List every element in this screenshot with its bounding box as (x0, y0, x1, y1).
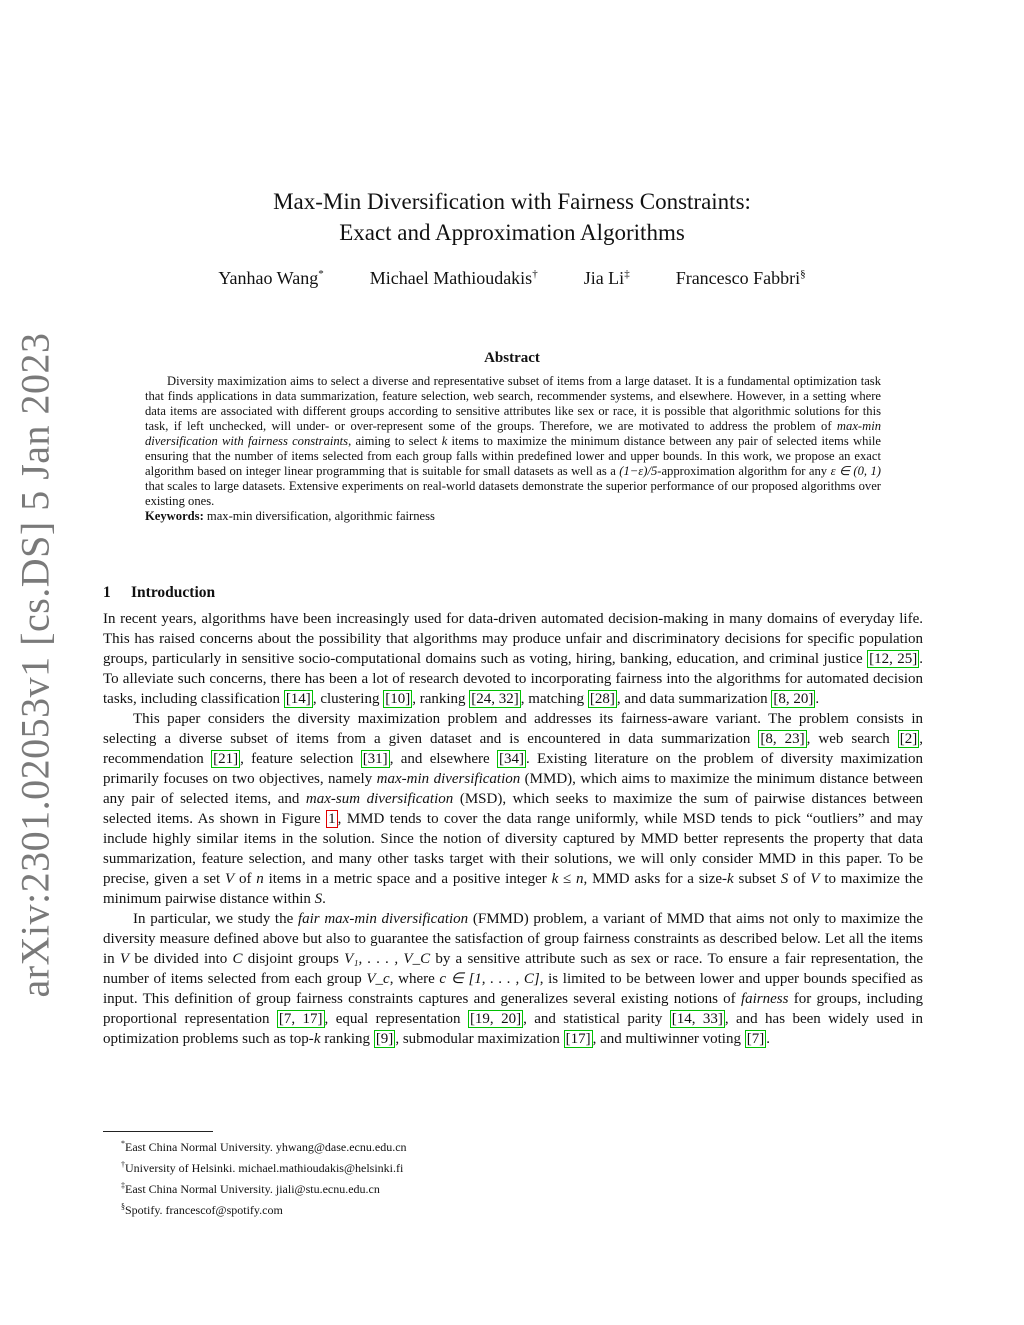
citation-link[interactable]: [7] (746, 1031, 765, 1047)
citation-link[interactable]: [8, 20] (773, 691, 814, 707)
citation-link[interactable]: [9] (375, 1031, 394, 1047)
section-heading-introduction: 1 Introduction (103, 584, 216, 601)
citation-link[interactable]: [21] (213, 751, 239, 767)
footnote: ‡East China Normal University. jiali@stu.ecnu.edu.cn (121, 1181, 380, 1196)
citation-link[interactable]: [10] (385, 691, 411, 707)
citation-link[interactable]: [7, 17] (278, 1011, 323, 1027)
citation-link[interactable]: [19, 20] (469, 1011, 522, 1027)
figure-reference-link[interactable]: 1 (328, 811, 336, 827)
keywords-line: Keywords: max-min diversification, algorithmic fairness (145, 509, 435, 523)
citation-link[interactable]: [8, 23] (760, 731, 805, 747)
citation-link[interactable]: [12, 25] (869, 651, 918, 667)
introduction-body (103, 609, 923, 1049)
abstract-paragraph: Diversity maximization aims to select a diverse and representative subset of items from a large dataset. It is a fundamental optimization task that finds applications in data summarization, feature selection, web search, recommender systems, and elsewhere. However, in a setting where data items are associated with different groups according to sensitive attributes like sex or race, it is possible that algorithmic solutions for this task, if left unchecked, will under- or over-represent some of the groups. Therefore, we are motivated to address the problem of max-min diversification with fairness constraints, aiming to select k items to maximize the minimum distance between any pair of selected items while ensuring that the number of items selected from each group falls within predefined lower and upper bounds. In this work, we propose an exact algorithm based on integer linear programming that is suitable for small datasets as well as a (1−ε)/5-approximation algorithm for any ε ∈ (0, 1) that scales to large datasets. Extensive experiments on real-world datasets demonstrate the superior performance of our proposed algorithms over existing ones. (145, 374, 881, 508)
paper-title-line-2: Exact and Approximation Algorithms (339, 220, 685, 245)
citation-link[interactable]: [17] (565, 1031, 591, 1047)
footnote-divider (103, 1131, 213, 1132)
citation-link[interactable]: [14, 33] (671, 1011, 723, 1027)
arxiv-id-text: arXiv:2301.02053v1 [cs.DS] 5 Jan 2023 (12, 332, 58, 998)
author: Michael Mathioudakis† (369, 268, 538, 288)
paragraph-2: This paper considers the diversity maximization problem and addresses its fairness-aware variant. The problem consists in selecting a diverse subset of items from a given dataset and is encountered in data summarization [8, 23] , web search [2] , recommendation [21] , feature selection [31] , and elsewhere [34] . Existing literature on the problem of diversity maximization primarily focuses on two objectives, namely max-min diversification (MMD), which aims to maximize the minimum distance between any pair of selected items, and max-sum diversification (MSD), which seeks to maximize the sum of pairwise distances between selected items. As shown in Figure 1 , MMD tends to cover the data range uniformly, while MSD tends to pick “outliers” and may include highly similar items in the solution. Since the notion of diversity captured by MMD better represents the property that data summarization, feature selection, and many other tasks target with their solutions, we will only consider MMD in this paper. To be precise, given a set V of n items in a metric space and a positive integer k ≤ n, MMD asks for a size-k subset S of V to maximize the minimum pairwise distance within S. (103, 711, 924, 907)
author: Francesco Fabbri§ (675, 268, 806, 288)
footnote: †University of Helsinki. michael.mathioudakis@helsinki.fi (121, 1160, 404, 1175)
footnotes (103, 1135, 407, 1219)
footnote: *East China Normal University. yhwang@dase.ecnu.edu.cn (121, 1139, 407, 1154)
footnote: §Spotify. francescof@spotify.com (121, 1202, 283, 1217)
arxiv-sidebar-identifier (8, 332, 62, 998)
citation-link[interactable]: [2] (899, 731, 918, 747)
abstract-heading: Abstract (484, 350, 540, 366)
author: Yanhao Wang* (218, 268, 324, 288)
citation-link[interactable]: [34] (498, 751, 524, 767)
citation-link[interactable]: [31] (362, 751, 388, 767)
author-list (0, 268, 1024, 289)
citation-link[interactable]: [28] (589, 691, 615, 707)
citation-link[interactable]: [24, 32] (471, 691, 519, 707)
paragraph-1: In recent years, algorithms have been increasingly used for data-driven automated decision-making in many domains of everyday life. This has raised concerns about the possibility that algorithms may produce unfair and discriminatory decisions for specific population groups, particularly in sensitive socio-computational domains such as voting, hiring, banking, education, and criminal justice [12, 25] . To alleviate such concerns, there has been a lot of research devoted to incorporating fairness into the algorithms for automated decision tasks, including classification [14] , clustering [10] , ranking [24, 32] , matching [28] , and data summarization [8, 20] . (103, 611, 923, 707)
paper-title-line-1: Max-Min Diversification with Fairness Constraints: (273, 189, 751, 214)
abstract-body (145, 374, 881, 524)
paragraph-3: In particular, we study the fair max-min diversification (FMMD) problem, a variant of MMD that aims not only to maximize the diversity measure defined above but also to guarantee the satisfaction of group fairness constraints as described below. Let all the items in V be divided into C disjoint groups V₁, . . . , V_C by a sensitive attribute such as sex or race. To ensure a fair representation, the number of items selected from each group V_c, where c ∈ [1, . . . , C], is limited to be between lower and upper bounds specified as input. This definition of group fairness constraints captures and generalizes several existing notions of fairness for groups, including proportional representation [7, 17] , equal representation [19, 20] , and statistical parity [14, 33] , and has been widely used in optimization problems such as top-k ranking [9] , submodular maximization [17] , and multiwinner voting [7] . (103, 911, 924, 1047)
citation-link[interactable]: [14] (285, 691, 311, 707)
author: Jia Li‡ (583, 268, 630, 288)
